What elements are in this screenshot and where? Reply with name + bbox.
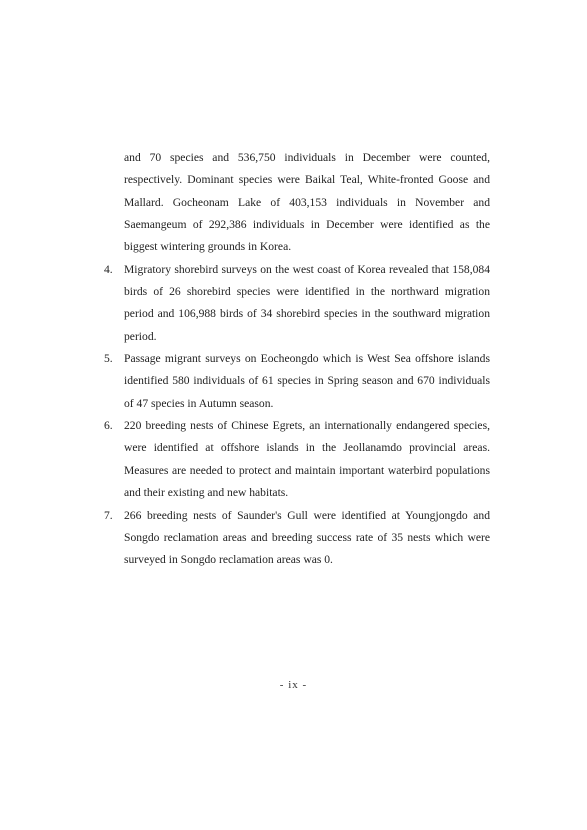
list-item-5 (104, 348, 490, 415)
list-item-4 (104, 259, 490, 348)
list-item-text: 266 breeding nests of Saunder's Gull were identified at Youngjongdo and Songdo reclamation areas and breeding success rate of 35 nests which were surveyed in Songdo reclamation areas was 0. (124, 508, 490, 567)
list-item-number: 6. (104, 419, 113, 433)
list-item-text: Passage migrant surveys on Eocheongdo which is West Sea offshore islands identified 580 individuals of 61 species in Spring season and 670 individuals of 47 species in Autumn season. (124, 352, 490, 410)
page-number: - ix - (279, 679, 308, 691)
list-item-number: 4. (104, 262, 113, 276)
list-item-6 (104, 415, 490, 504)
list-item-7 (104, 505, 490, 572)
list-item-number: 7. (104, 508, 113, 522)
list-item-text: Migratory shorebird surveys on the west coast of Korea revealed that 158,084 birds of 26 shorebird species were identified in the northward migration period and 106,988 birds of 34 shorebird species in the southward migration period. (124, 262, 490, 343)
list-item-text: 220 breeding nests of Chinese Egrets, an internationally endangered species, were identified at offshore islands in the Jeollanamdo provincial areas. Measures are needed to protect and maintain important waterbird populations and their existing and new habitats. (124, 419, 490, 500)
list-item-number: 5. (104, 352, 113, 366)
page-content (104, 147, 490, 572)
continuation-paragraph: and 70 species and 536,750 individuals in December were counted, respectively. Dominant species were Baikal Teal, White-fronted Goose and Mallard. Gocheonam Lake of 403,153 individuals in November and Saemangeum of 292,386 individuals in December were identified as the biggest wintering grounds in Korea. (124, 151, 490, 254)
